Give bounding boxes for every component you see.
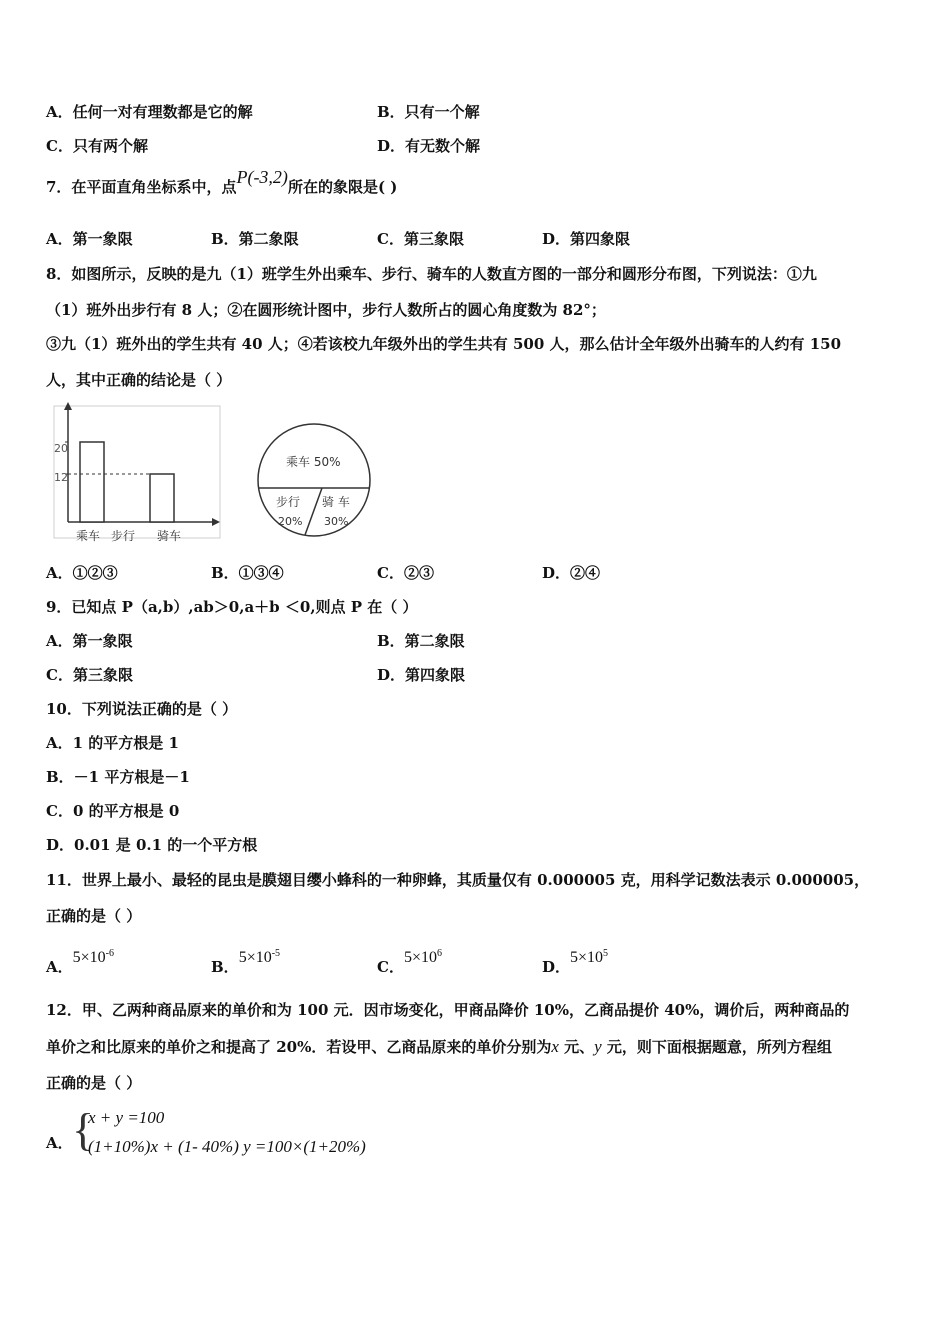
q9-option-a: A．第一象限: [46, 632, 133, 650]
q11-option-d-base: 5×10: [570, 949, 604, 966]
q9-option-d: D．第四象限: [377, 666, 466, 684]
q10-option-c: C．0 的平方根是 0: [46, 802, 180, 820]
q11-option-c-label: C．: [377, 958, 404, 976]
q10-option-a: A．1 的平方根是 1: [46, 734, 179, 752]
q8-stem-line1: 8．如图所示，反映的是九（1）班学生外出乘车、步行、骑车的人数直方图的一部分和圆形分布图，下列说法：①九: [46, 265, 817, 283]
q11-stem-line2: 正确的是（ ）: [46, 907, 142, 925]
q12-var-x: x: [551, 1037, 559, 1056]
q12-stem-line3: 正确的是（ ）: [46, 1074, 142, 1092]
q12-system-brace: {: [72, 1104, 95, 1155]
pie-label-walk-pct: 20%: [278, 515, 303, 528]
q12-var-y: y: [594, 1037, 602, 1056]
q11-option-c: [377, 944, 442, 976]
q11-option-c-base: 5×10: [403, 949, 437, 966]
q6-option-b: B．只有一个解: [377, 103, 480, 121]
q11-option-a-label: A．: [46, 958, 73, 976]
q8-stem-line2: （1）班外出步行有 8 人；②在圆形统计图中，步行人数所占的圆心角度数为 82°；: [46, 301, 606, 319]
q11-stem-line1: 11．世界上最小、最轻的昆虫是膜翅目缨小蜂科的一种卵蜂，其质量仅有 0.000005 克，用科学记数法表示 0.000005，: [46, 871, 870, 889]
q7-stem-post: 所在的象限是( ): [287, 178, 398, 196]
q11-option-d-label: D．: [542, 958, 571, 976]
bar-bike: [150, 474, 174, 522]
bar-chart-label-walk: 步行: [111, 529, 136, 543]
q7-stem: [46, 167, 398, 197]
bar-chart-label-bike: 骑车: [157, 529, 182, 543]
pie-divider-slant: [305, 488, 322, 535]
bar-chart-x-arrow: [212, 518, 220, 526]
q8-pie-chart: [250, 420, 380, 540]
bar-chart-tick-20: 20: [54, 442, 68, 455]
q12-stem-line2: [46, 1037, 832, 1057]
q8-stem-line3: ③九（1）班外出的学生共有 40 人；④若该校九年级外出的学生共有 500 人，那么估计全年级外出骑车的人约有 150: [46, 335, 842, 353]
q11-option-a-base: 5×10: [72, 949, 106, 966]
q11-option-d-exp: 5: [603, 948, 609, 959]
q7-stem-pre: 7．在平面直角坐标系中，点: [46, 178, 237, 196]
q12-stem-line1: 12．甲、乙两种商品原来的单价和为 100 元．因市场变化，甲商品降价 10%，乙商品提价 40%，调价后，两种商品的: [46, 1001, 850, 1019]
q11-option-d: [542, 944, 609, 976]
q8-option-a: A．①②③: [46, 564, 118, 582]
q7-point: P(-3,2): [236, 167, 288, 187]
pie-label-bike-pct: 30%: [324, 515, 349, 528]
q6-option-c: C．只有两个解: [46, 137, 148, 155]
q8-option-b: B．①③④: [211, 564, 284, 582]
pie-outline: [258, 424, 370, 536]
q7-option-a: A．第一象限: [46, 230, 133, 248]
q7-option-d: D．第四象限: [542, 230, 631, 248]
q11-option-a: [46, 944, 115, 976]
q10-option-d: D．0.01 是 0.1 的一个平方根: [46, 836, 258, 854]
q7-option-c: C．第三象限: [377, 230, 464, 248]
q8-option-d: D．②④: [542, 564, 601, 582]
q8-bar-chart: [44, 400, 234, 550]
q11-option-b-base: 5×10: [238, 949, 272, 966]
pie-label-walk: 步行: [276, 495, 301, 509]
q10-option-b: B．－1 平方根是－1: [46, 768, 190, 786]
q12-line2-pre: 单价之和比原来的单价之和提高了 20%．若设甲、乙商品原来的单价分别为: [46, 1038, 552, 1056]
q11-option-b-exp: -5: [271, 948, 281, 959]
q11-option-b-label: B．: [211, 958, 239, 976]
q12-line2-post: 元，则下面根据题意，所列方程组: [601, 1038, 832, 1056]
q8-stem-line4: 人，其中正确的结论是（ ）: [46, 371, 232, 389]
q10-stem: 10．下列说法正确的是（ ）: [46, 700, 238, 718]
bar-ride: [80, 442, 104, 522]
q6-option-a: A．任何一对有理数都是它的解: [46, 103, 253, 121]
q12-equation-1: x + y =100: [88, 1108, 165, 1127]
pie-label-bike: 骑 车: [322, 495, 350, 509]
bar-chart-label-ride: 乘车: [76, 529, 101, 543]
bar-chart-tick-12: 12: [54, 471, 68, 484]
q6-option-d: D．有无数个解: [377, 137, 481, 155]
q8-option-c: C．②③: [377, 564, 434, 582]
q9-option-c: C．第三象限: [46, 666, 133, 684]
q9-stem: 9．已知点 P（a,b）,ab＞0,a＋b ＜0,则点 P 在（ ）: [46, 598, 418, 616]
q9-option-b: B．第二象限: [377, 632, 465, 650]
q11-option-b: [211, 944, 281, 976]
pie-label-ride: 乘车 50%: [286, 455, 341, 469]
q12-line2-mid: 元、: [558, 1038, 595, 1056]
q11-option-a-exp: -6: [105, 948, 115, 959]
q12-option-a-label: A．: [46, 1134, 73, 1152]
q12-equation-2: (1+10%)x + (1- 40%) y =100×(1+20%): [88, 1137, 366, 1156]
q11-option-c-exp: 6: [436, 948, 442, 959]
q7-option-b: B．第二象限: [211, 230, 299, 248]
